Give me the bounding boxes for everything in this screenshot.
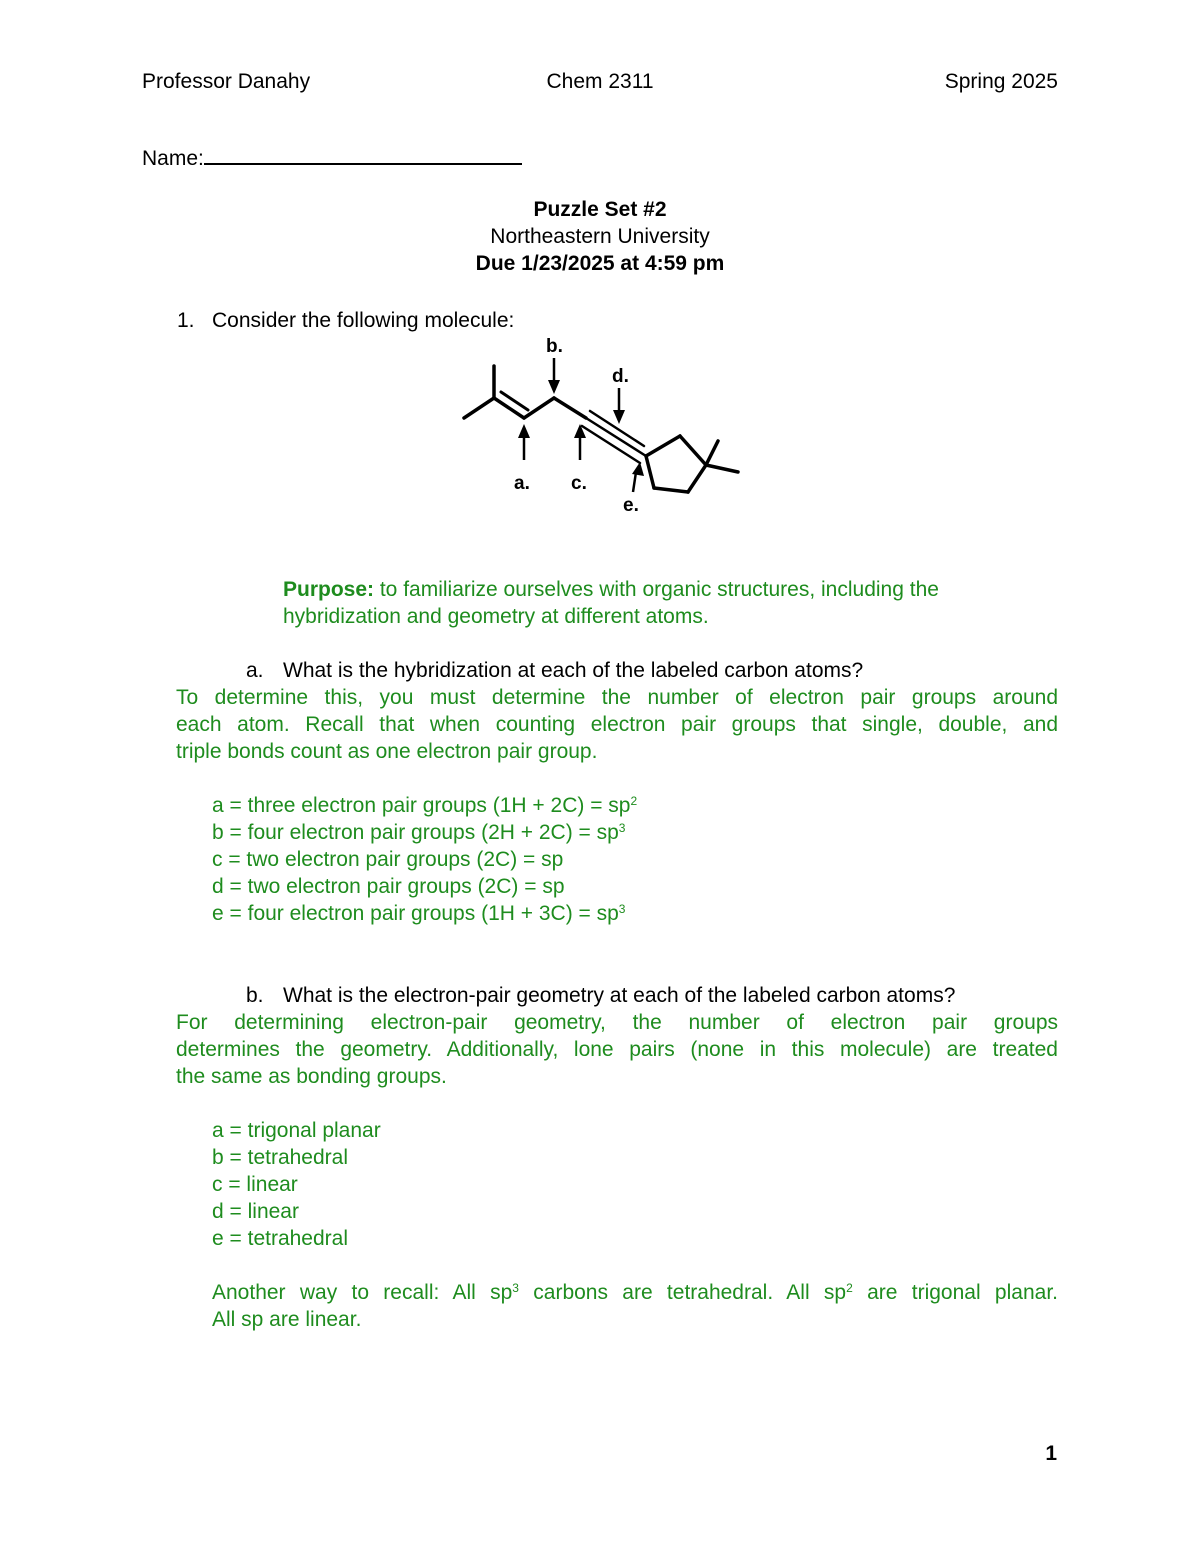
purpose-line1: Purpose: to familiarize ourselves with organic structures, including the xyxy=(283,578,939,601)
geometry-b: b = tetrahedral xyxy=(212,1146,349,1169)
recall-note: Another way to recall: All $sp^3$ carbons are tetrahedral. All $sp^2$ are trigonal planar. All sp are linear. xyxy=(212,1281,1058,1331)
part-b-answers xyxy=(212,1117,381,1252)
part-a-question: What is the hybridization at each of the labeled carbon atoms? xyxy=(283,659,864,682)
question-text: Consider the following molecule: xyxy=(212,309,515,332)
answer-b: b = four electron pair groups $(2H + 2C) = sp^3$ xyxy=(212,821,626,844)
due-date: Due 1/23/2025 at 4:59 pm xyxy=(475,252,725,275)
part-b-question: What is the electron-pair geometry at each of the labeled carbon atoms? xyxy=(283,984,956,1007)
label-a: a. xyxy=(514,473,530,494)
molecule-figure xyxy=(0,0,1200,560)
answer-d: d = two electron pair groups (2C) = sp xyxy=(212,875,565,898)
answer-a: a = three electron pair groups $(1H + 2C) = sp^2$ xyxy=(212,794,638,817)
header-term: Spring 2025 xyxy=(944,70,1058,93)
header-professor: Professor Danahy xyxy=(142,70,311,93)
part-a-answers xyxy=(212,792,637,927)
geometry-d: d = linear xyxy=(212,1200,299,1223)
part-b-letter: b. xyxy=(246,984,264,1007)
arrow-e xyxy=(633,472,636,492)
geometry-e: e = tetrahedral xyxy=(212,1227,349,1250)
part-a-letter: a. xyxy=(246,659,264,682)
purpose-label: Purpose: xyxy=(283,578,375,601)
header-course: Chem 2311 xyxy=(546,70,654,93)
label-b: b. xyxy=(546,336,563,357)
institution: Northeastern University xyxy=(490,225,710,248)
part-b-explanation: For determining electron-pair geometry, the number of electron pair groups determines the geometry. Additionally, lone pairs (none in this molecule) are treated the same as bonding groups. xyxy=(176,1011,1058,1088)
question-number: 1. xyxy=(177,309,195,332)
page-title: Puzzle Set #2 xyxy=(533,198,667,221)
label-e: e. xyxy=(623,495,639,516)
purpose-line2: hybridization and geometry at different atoms. xyxy=(283,605,709,628)
answer-c: c = two electron pair groups (2C) = sp xyxy=(212,848,564,871)
geometry-a: a = trigonal planar xyxy=(212,1119,381,1142)
molecule-skeleton xyxy=(464,366,738,492)
part-a-explanation: To determine this, you must determine the number of electron pair groups around each atom. Recall that when counting electron pair groups that single, double, and triple bonds count as one electron pair group. xyxy=(176,686,1058,763)
label-d: d. xyxy=(612,366,629,387)
name-label: Name: xyxy=(142,147,204,170)
geometry-c: c = linear xyxy=(212,1173,298,1196)
label-c: c. xyxy=(571,473,587,494)
page-number: 1 xyxy=(1045,1442,1057,1465)
answer-e: e = four electron pair groups $(1H + 3C) = sp^3$ xyxy=(212,902,626,925)
